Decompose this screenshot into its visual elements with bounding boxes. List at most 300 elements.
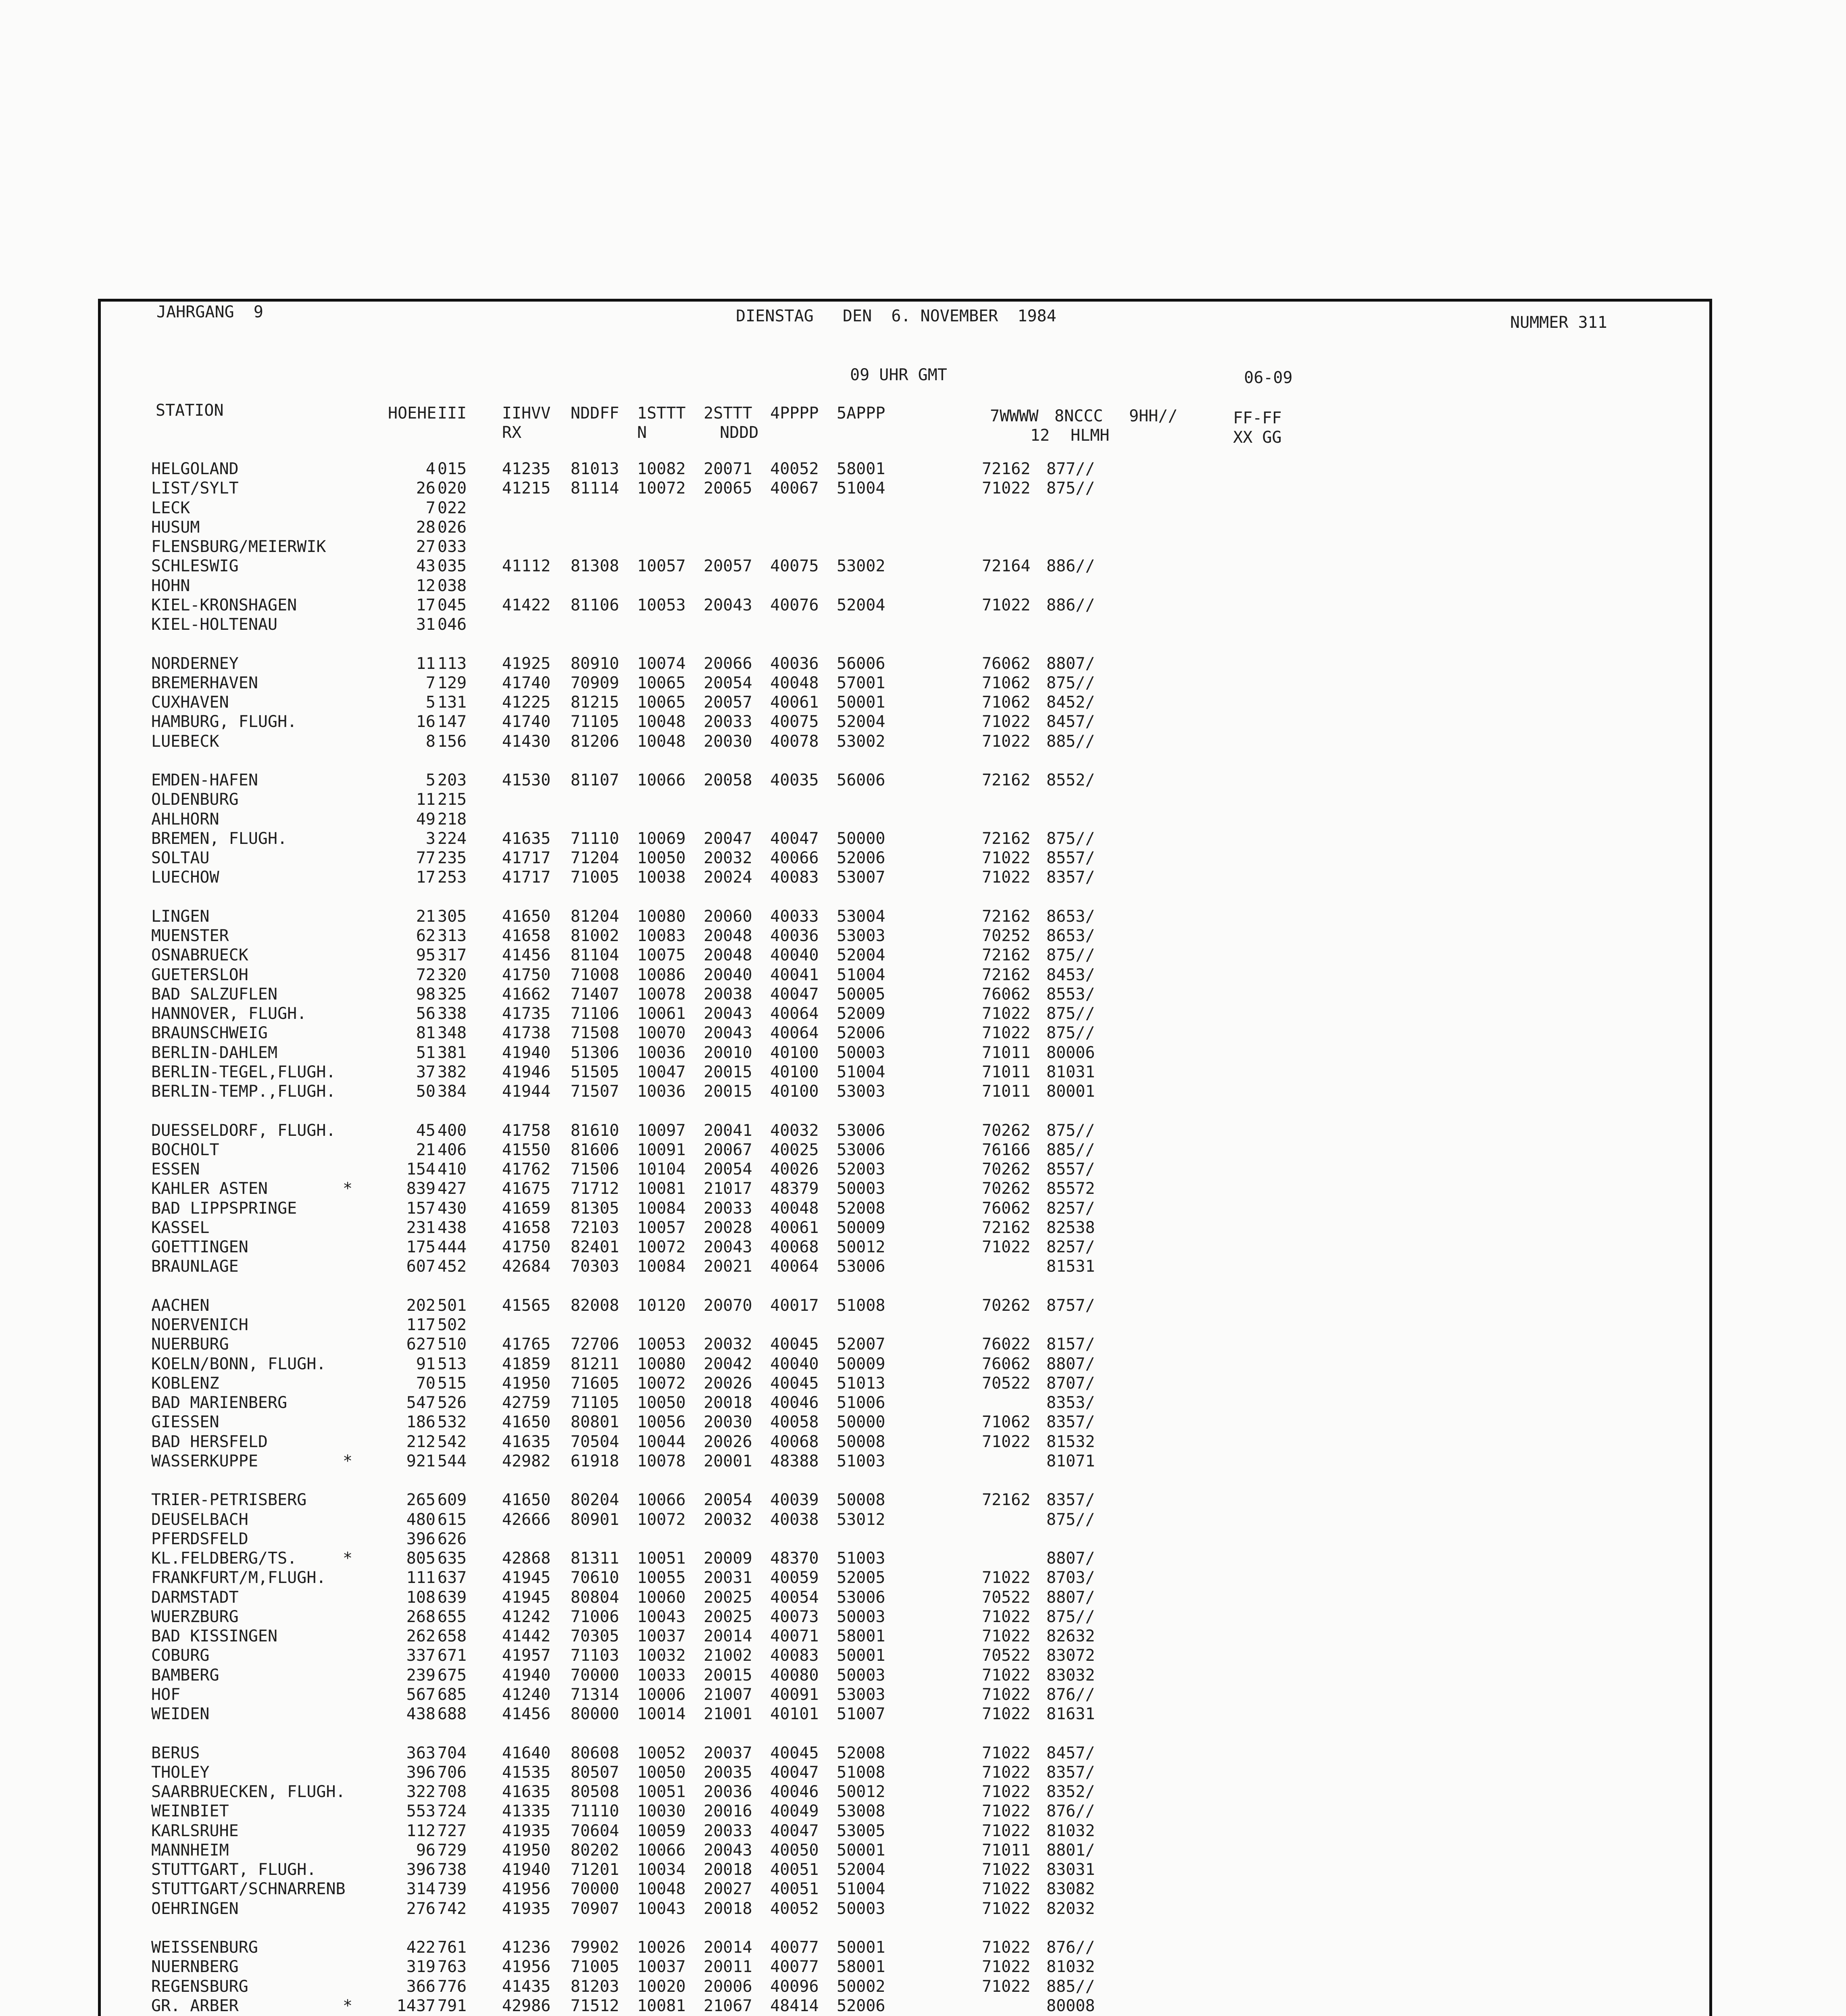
obs-group: 40041 xyxy=(770,965,819,984)
obs-group: 10074 xyxy=(637,654,686,673)
obs-group: 81606 xyxy=(571,1140,619,1159)
col-station: STATION xyxy=(156,401,224,420)
obs-group: 41635 xyxy=(502,1783,551,1801)
obs-group: 51007 xyxy=(837,1705,885,1723)
station-name: EMDEN-HAFEN xyxy=(151,771,258,789)
obs-group: 8653/ xyxy=(1046,907,1095,926)
obs-group: 10081 xyxy=(637,1996,686,2015)
obs-group: 10055 xyxy=(637,1568,686,1587)
obs-group: 71022 xyxy=(982,1004,1031,1023)
obs-group: 41945 xyxy=(502,1568,551,1587)
col-1sttt-sub: N xyxy=(637,423,647,442)
obs-group: 70262 xyxy=(982,1160,1031,1179)
station-index: 113 xyxy=(438,654,467,673)
obs-group: 10091 xyxy=(637,1140,686,1159)
station-height: 239 xyxy=(406,1666,435,1685)
col-7wwww: 7WWWW xyxy=(990,407,1039,425)
obs-group: 41758 xyxy=(502,1121,551,1140)
station-name: CUXHAVEN xyxy=(151,693,229,712)
obs-group: 51003 xyxy=(837,1549,885,1568)
station-name: HANNOVER, FLUGH. xyxy=(151,1004,307,1023)
obs-group: 40048 xyxy=(770,1199,819,1218)
obs-group: 53006 xyxy=(837,1257,885,1276)
obs-group: 76062 xyxy=(982,1199,1031,1218)
obs-group: 53003 xyxy=(837,1082,885,1101)
obs-group: 41422 xyxy=(502,596,551,614)
station-name: PFERDSFELD xyxy=(151,1529,248,1548)
obs-group: 20047 xyxy=(704,829,752,848)
obs-group: 71022 xyxy=(982,1743,1031,1762)
station-index: 046 xyxy=(438,615,467,634)
obs-group: 10072 xyxy=(637,1374,686,1393)
obs-group: 10059 xyxy=(637,1821,686,1840)
station-name: GIESSEN xyxy=(151,1413,219,1432)
obs-group: 42684 xyxy=(502,1257,551,1276)
issue-number: NUMMER 311 xyxy=(1510,313,1607,332)
station-name: SCHLESWIG xyxy=(151,557,239,576)
obs-group: 40025 xyxy=(770,1140,819,1159)
obs-group: 875// xyxy=(1046,829,1095,848)
obs-group: 40050 xyxy=(770,1841,819,1860)
mountain-marker: * xyxy=(343,1452,353,1470)
col-1sttt: 1STTT xyxy=(637,404,686,423)
obs-group: 72162 xyxy=(982,965,1031,984)
station-name: LUEBECK xyxy=(151,732,219,751)
station-index: 400 xyxy=(438,1121,467,1140)
station-index: 131 xyxy=(438,693,467,712)
obs-group: 40075 xyxy=(770,557,819,576)
station-index: 045 xyxy=(438,596,467,614)
obs-group: 40051 xyxy=(770,1860,819,1879)
obs-group: 71005 xyxy=(571,868,619,887)
obs-group: 41944 xyxy=(502,1082,551,1101)
station-height: 108 xyxy=(406,1588,435,1607)
station-height: 16 xyxy=(416,712,435,731)
obs-group: 20033 xyxy=(704,712,752,731)
obs-group: 72162 xyxy=(982,771,1031,789)
station-name: LECK xyxy=(151,498,190,517)
obs-group: 71022 xyxy=(982,1802,1031,1821)
obs-group: 76022 xyxy=(982,1335,1031,1354)
station-height: 396 xyxy=(406,1763,435,1782)
station-index: 526 xyxy=(438,1393,467,1412)
obs-group: 41935 xyxy=(502,1899,551,1918)
obs-group: 10032 xyxy=(637,1646,686,1665)
obs-group: 81032 xyxy=(1046,1821,1095,1840)
station-height: 72 xyxy=(416,965,435,984)
obs-group: 41662 xyxy=(502,985,551,1004)
station-index: 671 xyxy=(438,1646,467,1665)
obs-group: 20016 xyxy=(704,1802,752,1821)
station-height: 268 xyxy=(406,1607,435,1626)
station-index: 655 xyxy=(438,1607,467,1626)
station-index: 381 xyxy=(438,1043,467,1062)
obs-group: 71314 xyxy=(571,1685,619,1704)
obs-group: 8357/ xyxy=(1046,1491,1095,1510)
obs-group: 876// xyxy=(1046,1938,1095,1957)
obs-group: 71022 xyxy=(982,849,1031,867)
obs-group: 10083 xyxy=(637,927,686,945)
obs-group: 10050 xyxy=(637,849,686,867)
station-index: 218 xyxy=(438,810,467,829)
station-index: 410 xyxy=(438,1160,467,1179)
obs-group: 42666 xyxy=(502,1510,551,1529)
obs-group: 53006 xyxy=(837,1121,885,1140)
obs-group: 41635 xyxy=(502,1432,551,1451)
obs-group: 83031 xyxy=(1046,1860,1095,1879)
obs-group: 875// xyxy=(1046,1004,1095,1023)
obs-group: 52009 xyxy=(837,1004,885,1023)
obs-group: 8807/ xyxy=(1046,1549,1095,1568)
obs-group: 20070 xyxy=(704,1296,752,1315)
obs-group: 52008 xyxy=(837,1743,885,1762)
obs-group: 8557/ xyxy=(1046,1160,1095,1179)
obs-group: 20054 xyxy=(704,1491,752,1510)
volume-label: JAHRGANG 9 xyxy=(156,303,263,321)
mountain-marker: * xyxy=(343,1996,353,2015)
station-height: 805 xyxy=(406,1549,435,1568)
obs-group: 10066 xyxy=(637,1491,686,1510)
obs-group: 40040 xyxy=(770,946,819,965)
obs-group: 71022 xyxy=(982,1568,1031,1587)
obs-group: 48370 xyxy=(770,1549,819,1568)
station-height: 627 xyxy=(406,1335,435,1354)
obs-group: 41957 xyxy=(502,1646,551,1665)
obs-group: 70522 xyxy=(982,1374,1031,1393)
station-height: 337 xyxy=(406,1646,435,1665)
obs-group: 21002 xyxy=(704,1646,752,1665)
station-height: 7 xyxy=(425,673,435,692)
station-index: 742 xyxy=(438,1899,467,1918)
obs-group: 41456 xyxy=(502,1705,551,1723)
station-height: 70 xyxy=(416,1374,435,1393)
obs-group: 71022 xyxy=(982,1024,1031,1043)
obs-group: 81631 xyxy=(1046,1705,1095,1723)
station-name: BERLIN-DAHLEM xyxy=(151,1043,278,1062)
obs-group: 51004 xyxy=(837,1880,885,1899)
col-iihvv-sub: RX xyxy=(502,423,522,442)
station-index: 501 xyxy=(438,1296,467,1315)
station-index: 313 xyxy=(438,927,467,945)
obs-group: 40064 xyxy=(770,1004,819,1023)
obs-group: 20028 xyxy=(704,1218,752,1237)
obs-group: 58001 xyxy=(837,1627,885,1645)
obs-group: 20025 xyxy=(704,1607,752,1626)
obs-group: 50012 xyxy=(837,1238,885,1256)
obs-group: 10069 xyxy=(637,829,686,848)
obs-group: 41740 xyxy=(502,673,551,692)
obs-group: 20041 xyxy=(704,1121,752,1140)
obs-group: 40080 xyxy=(770,1666,819,1685)
obs-group: 52004 xyxy=(837,712,885,731)
obs-group: 40058 xyxy=(770,1413,819,1432)
obs-group: 80008 xyxy=(1046,1996,1095,2015)
obs-group: 50008 xyxy=(837,1432,885,1451)
obs-group: 8357/ xyxy=(1046,1763,1095,1782)
obs-group: 70262 xyxy=(982,1121,1031,1140)
station-height: 322 xyxy=(406,1783,435,1801)
obs-group: 40038 xyxy=(770,1510,819,1529)
obs-group: 53003 xyxy=(837,927,885,945)
station-height: 265 xyxy=(406,1491,435,1510)
station-index: 427 xyxy=(438,1179,467,1198)
station-name: BOCHOLT xyxy=(151,1140,219,1159)
obs-group: 40059 xyxy=(770,1568,819,1587)
obs-group: 10057 xyxy=(637,1218,686,1237)
obs-group: 20024 xyxy=(704,868,752,887)
obs-group: 81203 xyxy=(571,1977,619,1996)
obs-group: 8257/ xyxy=(1046,1199,1095,1218)
station-index: 317 xyxy=(438,946,467,965)
obs-group: 81107 xyxy=(571,771,619,789)
station-index: 305 xyxy=(438,907,467,926)
obs-group: 71022 xyxy=(982,868,1031,887)
station-name: LINGEN xyxy=(151,907,210,926)
station-height: 49 xyxy=(416,810,435,829)
station-index: 147 xyxy=(438,712,467,731)
obs-group: 71105 xyxy=(571,712,619,731)
obs-group: 82538 xyxy=(1046,1218,1095,1237)
obs-group: 56006 xyxy=(837,654,885,673)
obs-group: 21017 xyxy=(704,1179,752,1198)
obs-group: 8707/ xyxy=(1046,1374,1095,1393)
obs-group: 40083 xyxy=(770,1646,819,1665)
obs-group: 10072 xyxy=(637,479,686,498)
obs-group: 41750 xyxy=(502,1238,551,1256)
obs-group: 40047 xyxy=(770,985,819,1004)
obs-group: 10052 xyxy=(637,1743,686,1762)
obs-group: 10065 xyxy=(637,673,686,692)
obs-group: 10051 xyxy=(637,1783,686,1801)
obs-group: 72162 xyxy=(982,907,1031,926)
obs-group: 71507 xyxy=(571,1082,619,1101)
obs-group: 83072 xyxy=(1046,1646,1095,1665)
obs-group: 40067 xyxy=(770,479,819,498)
station-name: AACHEN xyxy=(151,1296,210,1315)
station-height: 56 xyxy=(416,1004,435,1023)
station-name: SOLTAU xyxy=(151,849,210,867)
obs-group: 8457/ xyxy=(1046,712,1095,731)
station-name: LIST/SYLT xyxy=(151,479,239,498)
obs-group: 41435 xyxy=(502,1977,551,1996)
station-name: LUECHOW xyxy=(151,868,219,887)
station-index: 235 xyxy=(438,849,467,867)
station-name: BREMEN, FLUGH. xyxy=(151,829,288,848)
obs-group: 80507 xyxy=(571,1763,619,1782)
obs-group: 71022 xyxy=(982,1685,1031,1704)
obs-group: 50009 xyxy=(837,1354,885,1373)
obs-group: 40100 xyxy=(770,1062,819,1081)
obs-group: 10006 xyxy=(637,1685,686,1704)
obs-group: 70522 xyxy=(982,1588,1031,1607)
obs-group: 10084 xyxy=(637,1257,686,1276)
obs-group: 20042 xyxy=(704,1354,752,1373)
station-index: 724 xyxy=(438,1802,467,1821)
obs-group: 40045 xyxy=(770,1374,819,1393)
station-name: STUTTGART, FLUGH. xyxy=(151,1860,317,1879)
obs-group: 52008 xyxy=(837,1199,885,1218)
obs-group: 10030 xyxy=(637,1802,686,1821)
station-height: 112 xyxy=(406,1821,435,1840)
obs-group: 8757/ xyxy=(1046,1296,1095,1315)
obs-group: 41650 xyxy=(502,907,551,926)
obs-group: 58001 xyxy=(837,1958,885,1976)
station-index: 325 xyxy=(438,985,467,1004)
station-height: 12 xyxy=(416,576,435,595)
obs-group: 875// xyxy=(1046,1024,1095,1043)
obs-group: 41456 xyxy=(502,946,551,965)
obs-group: 71022 xyxy=(982,1763,1031,1782)
obs-group: 81206 xyxy=(571,732,619,751)
obs-group: 20043 xyxy=(704,1841,752,1860)
station-name: HOF xyxy=(151,1685,181,1704)
obs-group: 71506 xyxy=(571,1160,619,1179)
obs-group: 70252 xyxy=(982,927,1031,945)
obs-group: 50003 xyxy=(837,1179,885,1198)
station-name: OEHRINGEN xyxy=(151,1899,239,1918)
station-index: 382 xyxy=(438,1062,467,1081)
obs-group: 41112 xyxy=(502,557,551,576)
obs-group: 20054 xyxy=(704,1160,752,1179)
obs-group: 50002 xyxy=(837,1977,885,1996)
obs-group: 50003 xyxy=(837,1607,885,1626)
station-name: HUSUM xyxy=(151,518,200,537)
station-name: SAARBRUECKEN, FLUGH. xyxy=(151,1783,346,1801)
obs-group: 10026 xyxy=(637,1938,686,1957)
obs-group: 8353/ xyxy=(1046,1393,1095,1412)
obs-group: 20014 xyxy=(704,1627,752,1645)
station-height: 319 xyxy=(406,1958,435,1976)
obs-group: 41950 xyxy=(502,1374,551,1393)
obs-group: 10072 xyxy=(637,1238,686,1256)
station-height: 3 xyxy=(425,829,435,848)
station-height: 17 xyxy=(416,596,435,614)
station-name: WUERZBURG xyxy=(151,1607,239,1626)
obs-group: 885// xyxy=(1046,1977,1095,1996)
obs-group: 10053 xyxy=(637,596,686,614)
obs-group: 8157/ xyxy=(1046,1335,1095,1354)
obs-group: 71022 xyxy=(982,1627,1031,1645)
obs-group: 10097 xyxy=(637,1121,686,1140)
obs-group: 71022 xyxy=(982,1238,1031,1256)
station-height: 51 xyxy=(416,1043,435,1062)
obs-group: 885// xyxy=(1046,732,1095,751)
obs-group: 71022 xyxy=(982,732,1031,751)
station-name: FLENSBURG/MEIERWIK xyxy=(151,537,326,556)
station-index: 129 xyxy=(438,673,467,692)
station-height: 17 xyxy=(416,868,435,887)
obs-group: 40068 xyxy=(770,1238,819,1256)
obs-group: 71022 xyxy=(982,1705,1031,1723)
obs-group: 20065 xyxy=(704,479,752,498)
obs-group: 20048 xyxy=(704,927,752,945)
obs-group: 40096 xyxy=(770,1977,819,1996)
station-height: 37 xyxy=(416,1062,435,1081)
obs-group: 52003 xyxy=(837,1160,885,1179)
obs-group: 72164 xyxy=(982,557,1031,576)
station-name: AHLHORN xyxy=(151,810,219,829)
station-index: 026 xyxy=(438,518,467,537)
obs-group: 81311 xyxy=(571,1549,619,1568)
station-name: KIEL-HOLTENAU xyxy=(151,615,278,634)
station-height: 231 xyxy=(406,1218,435,1237)
mountain-marker: * xyxy=(343,1179,353,1198)
obs-group: 80001 xyxy=(1046,1082,1095,1101)
obs-group: 56006 xyxy=(837,771,885,789)
station-index: 510 xyxy=(438,1335,467,1354)
station-name: BREMERHAVEN xyxy=(151,673,258,692)
obs-group: 71022 xyxy=(982,1899,1031,1918)
obs-group: 81531 xyxy=(1046,1257,1095,1276)
station-index: 384 xyxy=(438,1082,467,1101)
obs-group: 41442 xyxy=(502,1627,551,1645)
obs-group: 40036 xyxy=(770,654,819,673)
station-height: 314 xyxy=(406,1880,435,1899)
col-iihvv: IIHVV xyxy=(502,404,551,423)
obs-group: 81071 xyxy=(1046,1452,1095,1470)
obs-group: 50001 xyxy=(837,1841,885,1860)
obs-group: 10051 xyxy=(637,1549,686,1568)
obs-group: 81032 xyxy=(1046,1958,1095,1976)
obs-group: 71022 xyxy=(982,712,1031,731)
obs-group: 8801/ xyxy=(1046,1841,1095,1860)
obs-group: 20060 xyxy=(704,907,752,926)
station-name: MANNHEIM xyxy=(151,1841,229,1860)
station-name: WEINBIET xyxy=(151,1802,229,1821)
station-height: 363 xyxy=(406,1743,435,1762)
obs-group: 81215 xyxy=(571,693,619,712)
obs-group: 76062 xyxy=(982,985,1031,1004)
obs-group: 41535 xyxy=(502,1763,551,1782)
obs-group: 41717 xyxy=(502,868,551,887)
station-name: BERLIN-TEGEL,FLUGH. xyxy=(151,1062,336,1081)
obs-group: 41740 xyxy=(502,712,551,731)
station-height: 95 xyxy=(416,946,435,965)
obs-group: 79902 xyxy=(571,1938,619,1957)
obs-group: 80608 xyxy=(571,1743,619,1762)
station-height: 50 xyxy=(416,1082,435,1101)
obs-group: 20032 xyxy=(704,849,752,867)
obs-group: 10050 xyxy=(637,1393,686,1412)
obs-group: 8357/ xyxy=(1046,868,1095,887)
obs-group: 72162 xyxy=(982,946,1031,965)
obs-group: 20043 xyxy=(704,1024,752,1043)
obs-group: 20066 xyxy=(704,654,752,673)
obs-group: 51004 xyxy=(837,1062,885,1081)
station-name: MUENSTER xyxy=(151,927,229,945)
obs-group: 50001 xyxy=(837,693,885,712)
obs-group: 41659 xyxy=(502,1199,551,1218)
station-height: 8 xyxy=(425,732,435,751)
obs-group: 80006 xyxy=(1046,1043,1095,1062)
obs-group: 50001 xyxy=(837,1938,885,1957)
obs-group: 41242 xyxy=(502,1607,551,1626)
station-height: 111 xyxy=(406,1568,435,1587)
station-index: 542 xyxy=(438,1432,467,1451)
obs-group: 82008 xyxy=(571,1296,619,1315)
obs-group: 50008 xyxy=(837,1491,885,1510)
obs-group: 41956 xyxy=(502,1958,551,1976)
obs-group: 53005 xyxy=(837,1821,885,1840)
obs-group: 885// xyxy=(1046,1140,1095,1159)
obs-group: 80000 xyxy=(571,1705,619,1723)
station-index: 015 xyxy=(438,460,467,478)
obs-group: 40061 xyxy=(770,693,819,712)
obs-group: 72162 xyxy=(982,1218,1031,1237)
station-name: KAHLER ASTEN xyxy=(151,1179,268,1198)
station-index: 203 xyxy=(438,771,467,789)
obs-group: 51004 xyxy=(837,965,885,984)
